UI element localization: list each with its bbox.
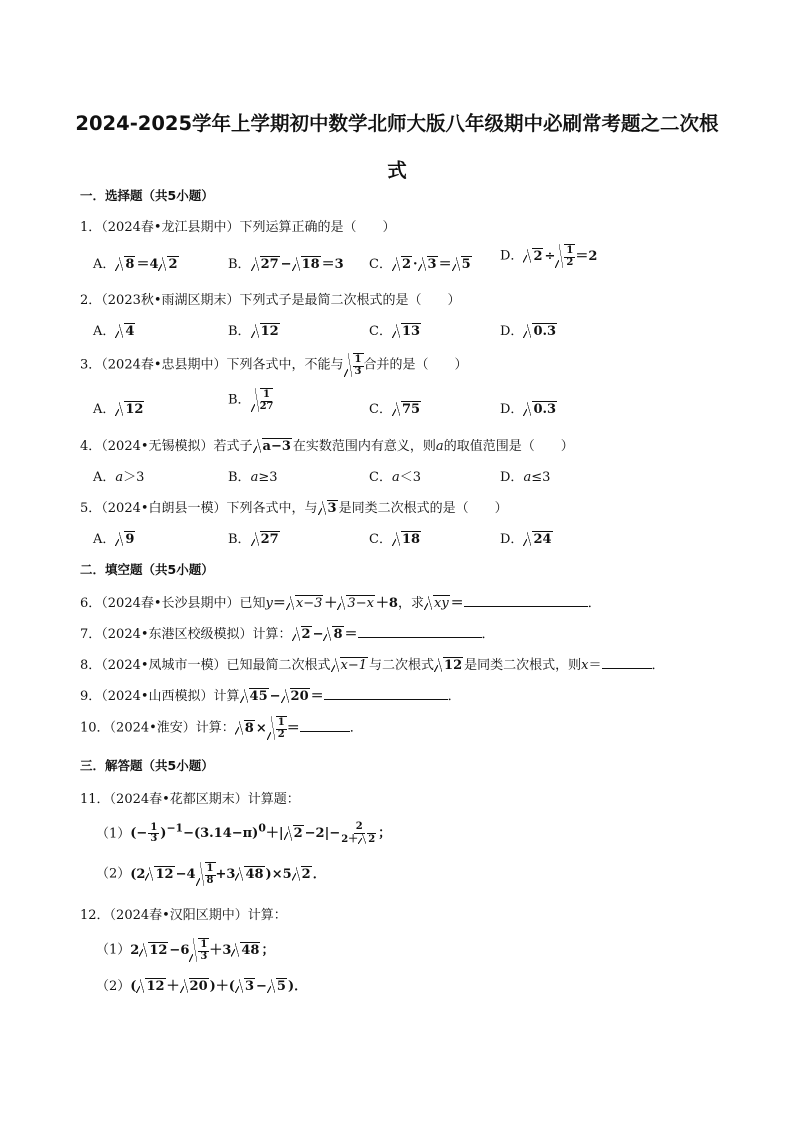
q2-option-c: C． 13 bbox=[369, 324, 421, 339]
q3-option-c: C． 75 bbox=[369, 402, 421, 417]
title-line-2: 式 bbox=[387, 159, 407, 182]
question-11-part-2: （2）(2 12 −4 $\frac{1}{8}$ +3 48 )×5 2 ． bbox=[96, 863, 326, 886]
question-12-stem: 12．（2024春•汉阳区期中）计算： bbox=[80, 908, 287, 923]
q2-option-d: D． 0.3 bbox=[500, 324, 557, 339]
section-heading-solve: 三．解答题（共5小题） bbox=[80, 758, 214, 773]
question-6: 6．（2024春•长沙县期中）已知y＝ x−3 ＋ 3−x ＋8，求 xy ＝ ． bbox=[80, 596, 601, 611]
q6-answer-blank bbox=[464, 594, 588, 607]
q3-option-b: B． $\frac{1}{27}$ bbox=[228, 389, 274, 412]
q1-option-a: A． 8 ＝4 2 bbox=[93, 257, 178, 272]
q9-answer-blank bbox=[324, 687, 448, 700]
q3-option-a: A． 12 bbox=[93, 402, 144, 417]
q5-option-a: A． 9 bbox=[93, 532, 135, 547]
q7-answer-blank bbox=[358, 625, 482, 638]
question-10: 10．（2024•淮安）计算： 8 × $\frac{1}{2}$ ＝ ． bbox=[80, 717, 363, 740]
question-5-stem: 5．（2024•白朗县一模）下列各式中，与 3 是同类二次根式的是（ ） bbox=[80, 501, 508, 516]
section-heading-choice: 一．选择题（共5小题） bbox=[80, 188, 214, 203]
q1-option-b: B． 27 − 18 ＝3 bbox=[228, 257, 344, 272]
q4-option-a: A．a＞3 bbox=[93, 470, 145, 485]
q1-option-d: D． 2 ÷ $\frac{1}{2}$ ＝2 bbox=[500, 245, 598, 268]
question-4-stem: 4．（2024•无锡模拟）若式子 a−3 在实数范围内有意义，则a的取值范围是（ ） bbox=[80, 439, 574, 454]
question-12-part-1: （1）2 12 −6 $\frac{1}{3}$ ＋3 48 ； bbox=[96, 939, 275, 962]
q2-option-b: B． 12 bbox=[228, 324, 279, 339]
question-11-stem: 11．（2024春•花都区期末）计算题： bbox=[80, 792, 300, 807]
title-line-1: 2024-2025学年上学期初中数学北师大版八年级期中必刷常考题之二次根 bbox=[75, 112, 719, 135]
section-heading-fill: 二．填空题（共5小题） bbox=[80, 562, 214, 577]
question-2-stem: 2．（2023秋•雨湖区期末）下列式子是最简二次根式的是（ ） bbox=[80, 293, 461, 308]
q2-option-a: A． 4 bbox=[93, 324, 135, 339]
question-3-stem: 3．（2024春•忠县期中）下列各式中，不能与 $\frac{1}{3}$ 合并的是（ ） bbox=[80, 354, 468, 377]
question-1-stem: 1．（2024春•龙江县期中）下列运算正确的是（ ） bbox=[80, 220, 396, 235]
question-8: 8．（2024•凤城市一模）已知最简二次根式 x−1 与二次根式 12 是同类二次根式，则x＝ ． bbox=[80, 658, 665, 673]
q5-option-d: D． 24 bbox=[500, 532, 552, 547]
q5-option-b: B． 27 bbox=[228, 532, 279, 547]
question-9: 9．（2024•山西模拟）计算 45 − 20 ＝ ． bbox=[80, 689, 461, 704]
q4-option-c: C．a＜3 bbox=[369, 470, 421, 485]
q5-option-c: C． 18 bbox=[369, 532, 421, 547]
page-title bbox=[60, 100, 734, 194]
q8-answer-blank bbox=[602, 656, 652, 669]
q4-option-d: D．a≤3 bbox=[500, 470, 551, 485]
question-12-part-2: （2）( 12 ＋ 20 )＋( 3 − 5 )． bbox=[96, 979, 308, 994]
question-11-part-1: （1）(− $\frac{1}{3}$ )$^{-1}-(3.14-\pi)^0+|$ 2 −2|− $\frac{2}{2+ 2}$ ； bbox=[96, 821, 392, 845]
q10-answer-blank bbox=[300, 719, 350, 732]
question-7: 7．（2024•东港区校级模拟）计算： 2 − 8 ＝ ． bbox=[80, 627, 495, 642]
q4-option-b: B．a≥3 bbox=[228, 470, 278, 485]
q1-option-c: C． 2 · 3 ＝ 5 bbox=[369, 257, 471, 272]
q3-option-d: D． 0.3 bbox=[500, 402, 557, 417]
